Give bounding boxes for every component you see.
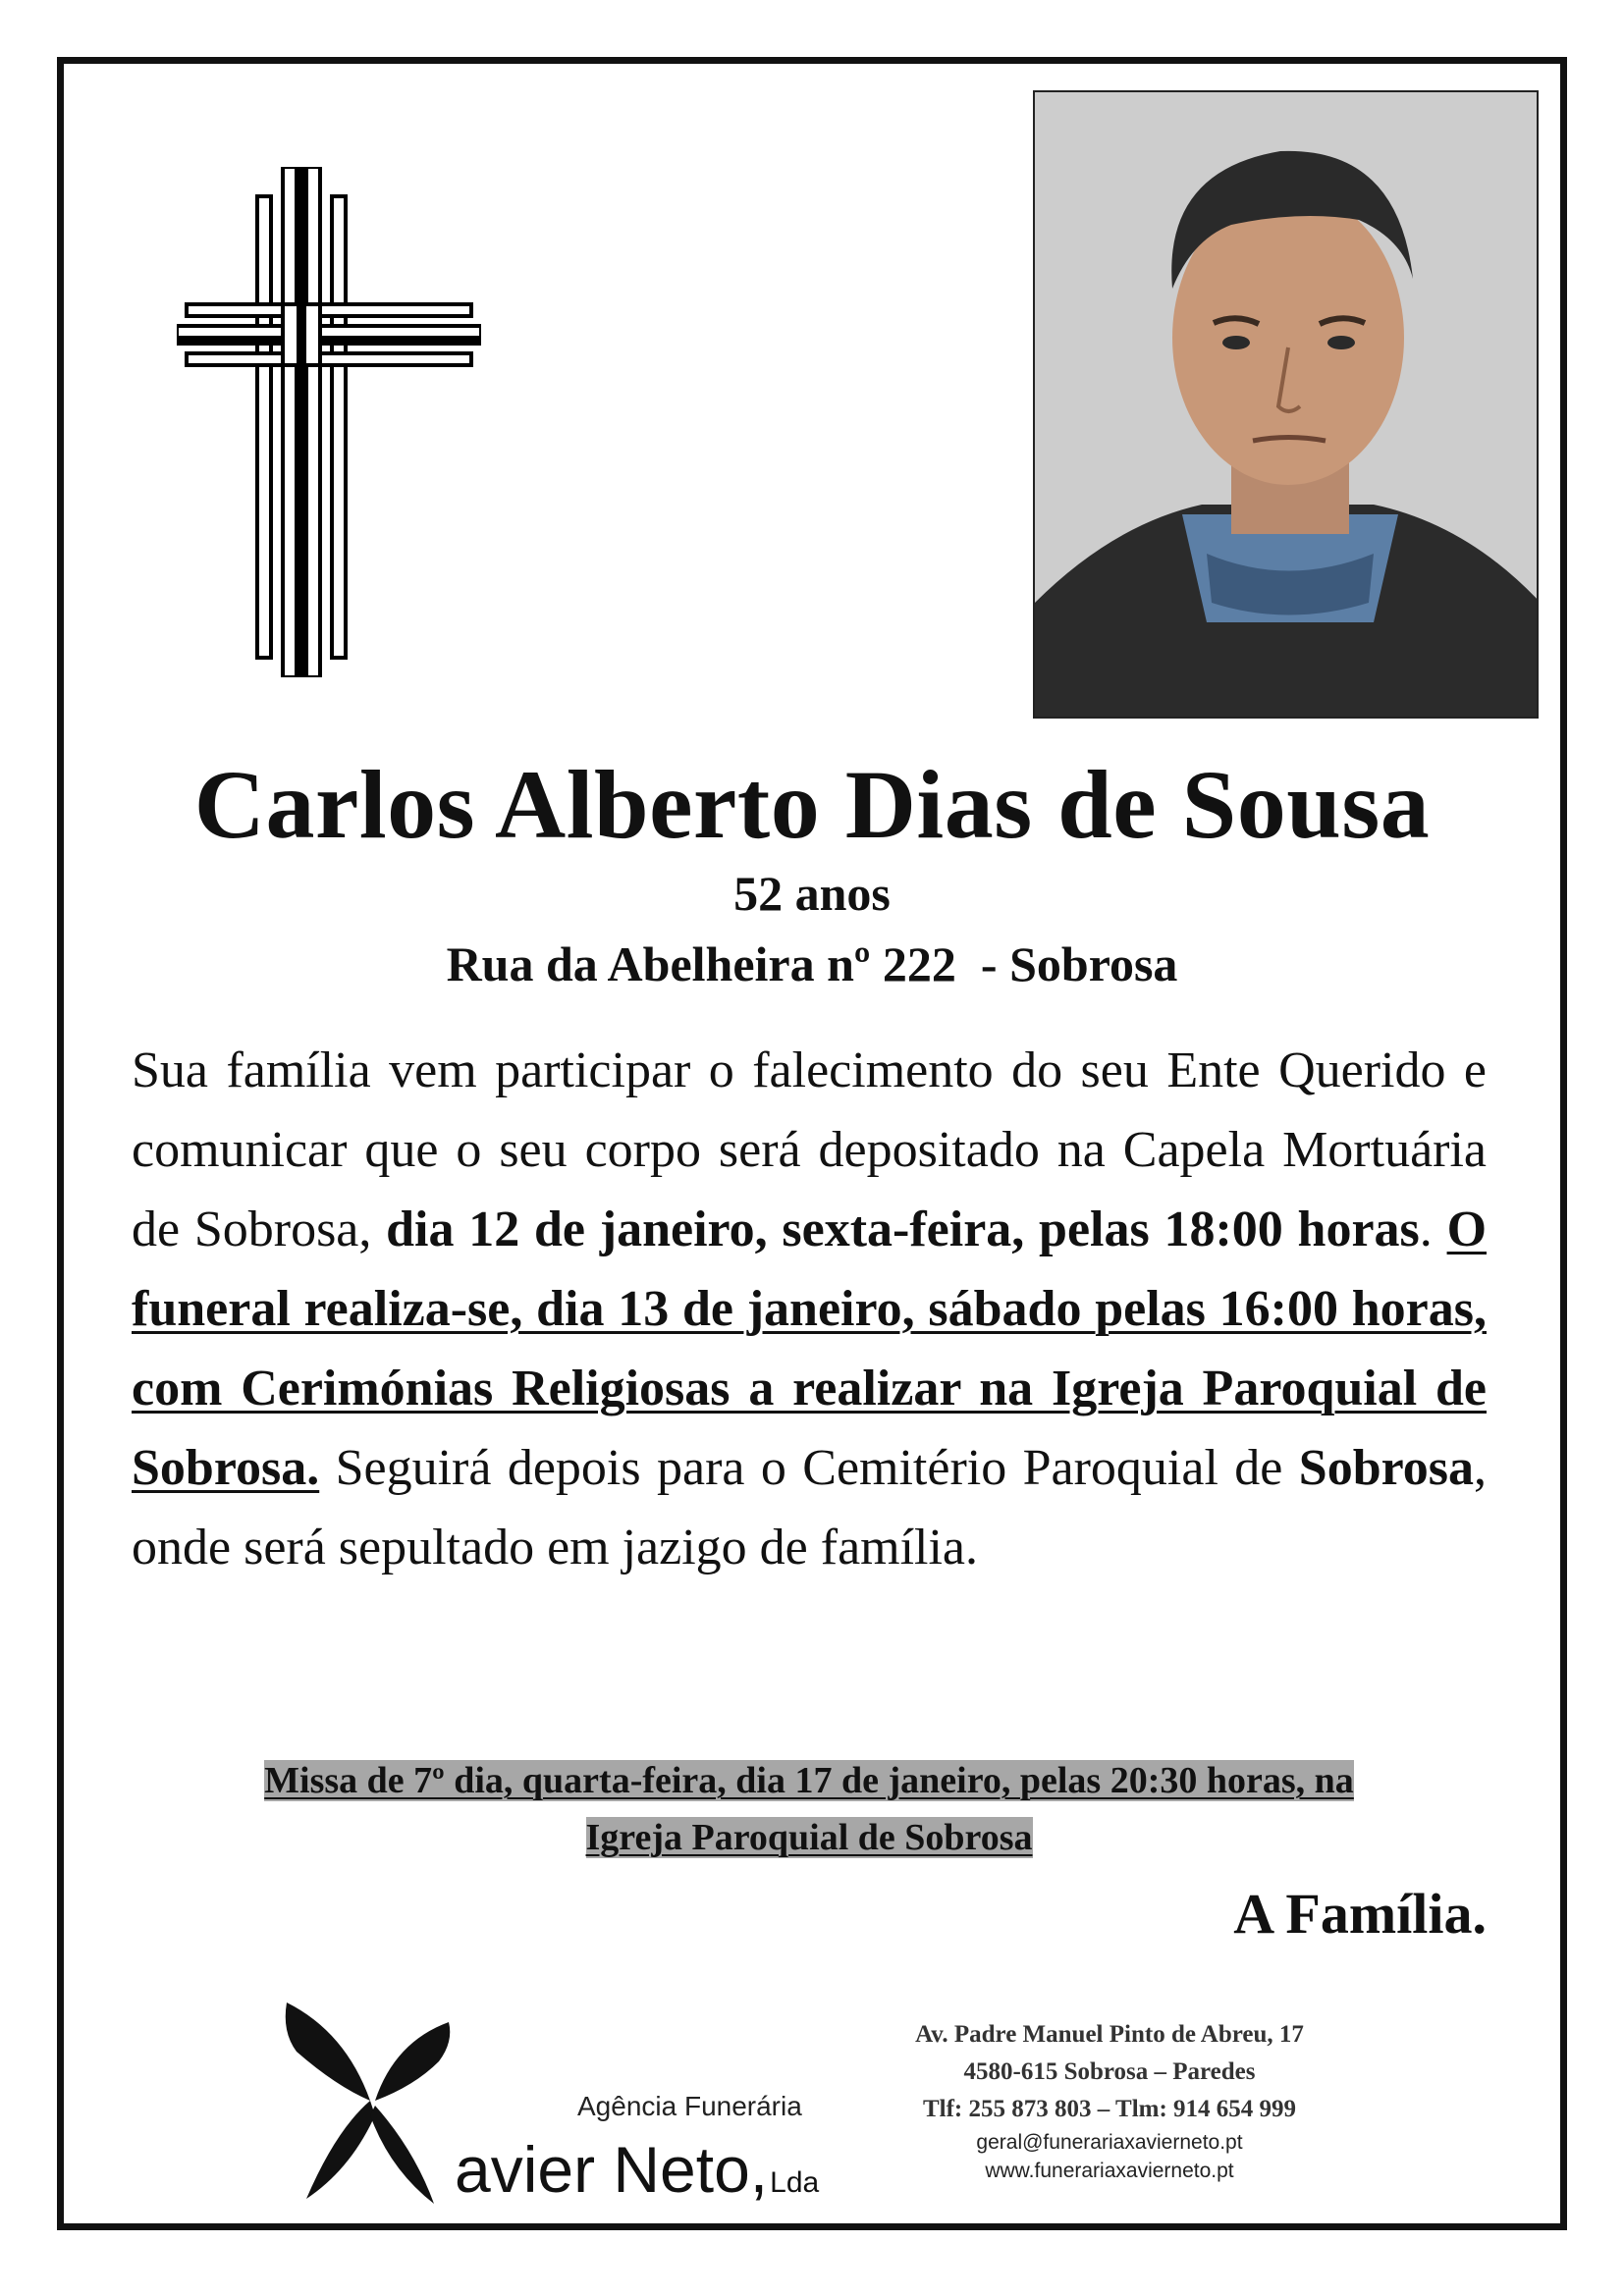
agency-name-text: avier Neto, xyxy=(455,2133,769,2206)
mass-line-2: Igreja Paroquial de Sobrosa xyxy=(585,1817,1033,1858)
mass-line-1: Missa de 7º dia, quarta-feira, dia 17 de janeiro, pelas 20:30 horas, na xyxy=(264,1760,1354,1801)
burial-outro: , onde será sepultado em jazigo de família. xyxy=(132,1440,1487,1575)
burial-place: Sobrosa xyxy=(1298,1440,1474,1496)
burial-intro: Seguirá depois para o Cemitério Paroquial de xyxy=(319,1440,1299,1496)
agency-subtitle: Agência Funerária xyxy=(577,2091,802,2121)
deceased-photo xyxy=(1033,90,1539,719)
agency-logo-icon xyxy=(277,1993,454,2209)
mass-notice xyxy=(132,1752,1487,1866)
deceased-name: Carlos Alberto Dias de Sousa xyxy=(193,750,1431,859)
agency-web xyxy=(884,2128,1335,2185)
wake-date: dia 12 de janeiro, sexta-feira, pelas 18:00 horas xyxy=(386,1201,1420,1257)
agency-address-line2: 4580-615 Sobrosa – Paredes xyxy=(963,2058,1256,2085)
agency-phones: Tlf: 255 873 803 – Tlm: 914 654 999 xyxy=(922,2096,1297,2122)
agency-name xyxy=(455,2130,819,2222)
announcement-separator: . xyxy=(1419,1201,1447,1257)
agency-website[interactable]: www.funerariaxavierneto.pt xyxy=(985,2160,1234,2182)
cross-icon xyxy=(177,167,481,677)
deceased-age: 52 anos xyxy=(733,866,891,921)
announcement-text xyxy=(132,1031,1487,1587)
agency-address-line1: Av. Padre Manuel Pinto de Abreu, 17 xyxy=(915,2021,1304,2048)
announcement-intro: Sua família vem participar o falecimento do seu Ente Querido e comunicar que o seu corpo será depositado na Capela Mortuária de Sobrosa, xyxy=(132,1042,1487,1257)
agency-email[interactable]: geral@funerariaxavierneto.pt xyxy=(976,2131,1243,2154)
deceased-address: Rua da Abelheira nº 222 - Sobrosa xyxy=(446,936,1178,991)
agency-contact xyxy=(884,2016,1335,2128)
agency-suffix: Lda xyxy=(770,2166,820,2199)
funeral-details: O funeral realiza-se, dia 13 de janeiro, sábado pelas 16:00 horas, com Cerimónias Religiosas a realizar na Igreja Paroquial de Sobrosa. xyxy=(132,1201,1488,1496)
family-signature: A Família. xyxy=(1233,1882,1487,1946)
